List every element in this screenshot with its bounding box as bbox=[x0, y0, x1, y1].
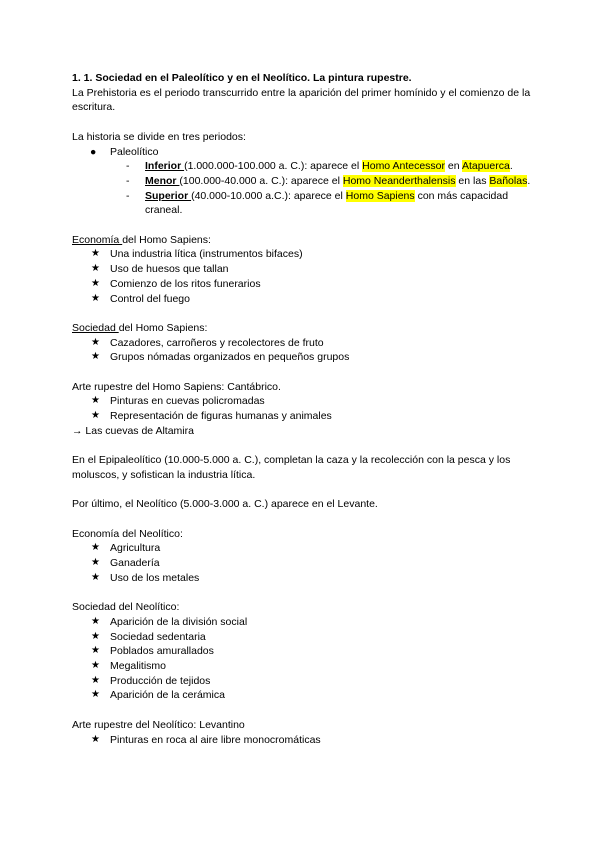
society-sapiens-list bbox=[72, 336, 532, 365]
star-bullet-icon: ★ bbox=[91, 410, 100, 422]
economy-sapiens-heading: Economía del Homo Sapiens: bbox=[72, 233, 211, 246]
economy-sapiens-list bbox=[72, 247, 532, 306]
altamira-note: → Las cuevas de Altamira bbox=[72, 424, 194, 437]
paleolithic-subperiods-list bbox=[72, 159, 532, 218]
art-neolithic-heading: Arte rupestre del Neolítico: Levantino bbox=[72, 718, 245, 731]
list-item: ★ Grupos nómadas organizados en pequeños grupos bbox=[91, 351, 350, 364]
economy-neolithic-list bbox=[72, 541, 532, 585]
star-bullet-icon: ★ bbox=[91, 395, 100, 407]
list-item: ★ Pinturas en cuevas policromadas bbox=[91, 395, 265, 408]
list-item-menor: - Menor (100.000-40.000 a. C.): aparece el Homo Neanderthalensis en las Bañolas. bbox=[126, 174, 531, 187]
star-bullet-icon: ★ bbox=[91, 248, 100, 260]
periods-list bbox=[72, 145, 532, 160]
periods-heading: La historia se divide en tres periodos: bbox=[72, 130, 246, 143]
star-bullet-icon: ★ bbox=[91, 351, 100, 363]
bullet-dot: ● bbox=[90, 145, 97, 158]
list-item: ★ Control del fuego bbox=[91, 292, 190, 305]
star-bullet-icon: ★ bbox=[91, 630, 100, 642]
list-item: ★ Uso de huesos que tallan bbox=[91, 263, 229, 276]
list-item-inferior: - Inferior (1.000.000-100.000 a. C.): aparece el Homo Antecessor en Atapuerca. bbox=[126, 160, 513, 173]
list-item: ★ Aparición de la división social bbox=[91, 615, 248, 628]
list-item: ★ Pinturas en roca al aire libre monocromáticas bbox=[91, 733, 321, 746]
list-item: ★ Representación de figuras humanas y animales bbox=[91, 410, 332, 423]
star-bullet-icon: ★ bbox=[91, 674, 100, 686]
highlight-species: Homo Antecessor bbox=[362, 160, 446, 173]
neolithic-intro-paragraph: Por último, el Neolítico (5.000-3.000 a. C.) aparece en el Levante. bbox=[72, 498, 378, 511]
document-page bbox=[72, 71, 532, 747]
list-item: ★ Producción de tejidos bbox=[91, 674, 211, 687]
star-bullet-icon: ★ bbox=[91, 557, 100, 569]
star-bullet-icon: ★ bbox=[91, 689, 100, 701]
list-item: ★ Comienzo de los ritos funerarios bbox=[91, 277, 261, 290]
highlight-species: Homo Neanderthalensis bbox=[342, 174, 456, 187]
star-bullet-icon: ★ bbox=[91, 660, 100, 671]
star-bullet-icon: ★ bbox=[91, 336, 100, 348]
society-sapiens-heading: Sociedad del Homo Sapiens: bbox=[72, 321, 208, 334]
art-neolithic-list bbox=[72, 733, 532, 748]
highlight-species: Homo Sapiens bbox=[345, 189, 415, 202]
document-title: 1. 1. Sociedad en el Paleolítico y en el Neolítico. La pintura rupestre. bbox=[72, 72, 412, 84]
list-item: ★ Aparición de la cerámica bbox=[91, 689, 225, 702]
bullet-dash: - bbox=[126, 189, 130, 202]
economy-neolithic-heading: Economía del Neolítico: bbox=[72, 527, 183, 540]
star-bullet-icon: ★ bbox=[91, 571, 100, 583]
intro-paragraph: La Prehistoria es el periodo transcurrido entre la aparición del primer homínido y el comienzo de la escritura. bbox=[72, 86, 531, 114]
bullet-dash: - bbox=[126, 160, 130, 173]
list-item: ★ Sociedad sedentaria bbox=[91, 630, 206, 643]
list-item-superior: - Superior (40.000-10.000 a.C.): aparece el Homo Sapiens con más capacidad craneal. bbox=[126, 189, 509, 217]
list-item: ★ Cazadores, carroñeros y recolectores de fruto bbox=[91, 336, 324, 349]
highlight-place: Bañolas bbox=[489, 174, 528, 187]
star-bullet-icon: ★ bbox=[91, 542, 100, 554]
art-sapiens-heading: Arte rupestre del Homo Sapiens: Cantábrico. bbox=[72, 380, 281, 393]
list-item: ★ Megalitismo bbox=[91, 660, 167, 672]
star-bullet-icon: ★ bbox=[91, 263, 100, 275]
list-item: ★ Una industria lítica (instrumentos bifaces) bbox=[91, 248, 303, 261]
society-neolithic-list bbox=[72, 615, 532, 703]
epipaleolithic-paragraph: En el Epipaleolítico (10.000-5.000 a. C.), completan la caza y la recolección con la pesca y los moluscos, y sofistican la industria lítica. bbox=[72, 454, 511, 481]
star-bullet-icon: ★ bbox=[91, 277, 100, 289]
list-item-paleolitico: ● Paleolítico bbox=[90, 145, 159, 158]
bullet-dash: - bbox=[126, 174, 130, 187]
society-neolithic-heading: Sociedad del Neolítico: bbox=[72, 601, 180, 614]
star-bullet-icon: ★ bbox=[91, 645, 100, 657]
list-item: ★ Poblados amurallados bbox=[91, 645, 214, 658]
star-bullet-icon: ★ bbox=[91, 615, 100, 627]
star-bullet-icon: ★ bbox=[91, 292, 100, 304]
highlight-place: Atapuerca bbox=[461, 160, 510, 173]
list-item: ★ Uso de los metales bbox=[91, 571, 200, 584]
list-item: ★ Ganadería bbox=[91, 557, 160, 570]
list-item: ★ Agricultura bbox=[91, 542, 161, 555]
art-sapiens-list bbox=[72, 394, 532, 423]
star-bullet-icon: ★ bbox=[91, 733, 100, 745]
